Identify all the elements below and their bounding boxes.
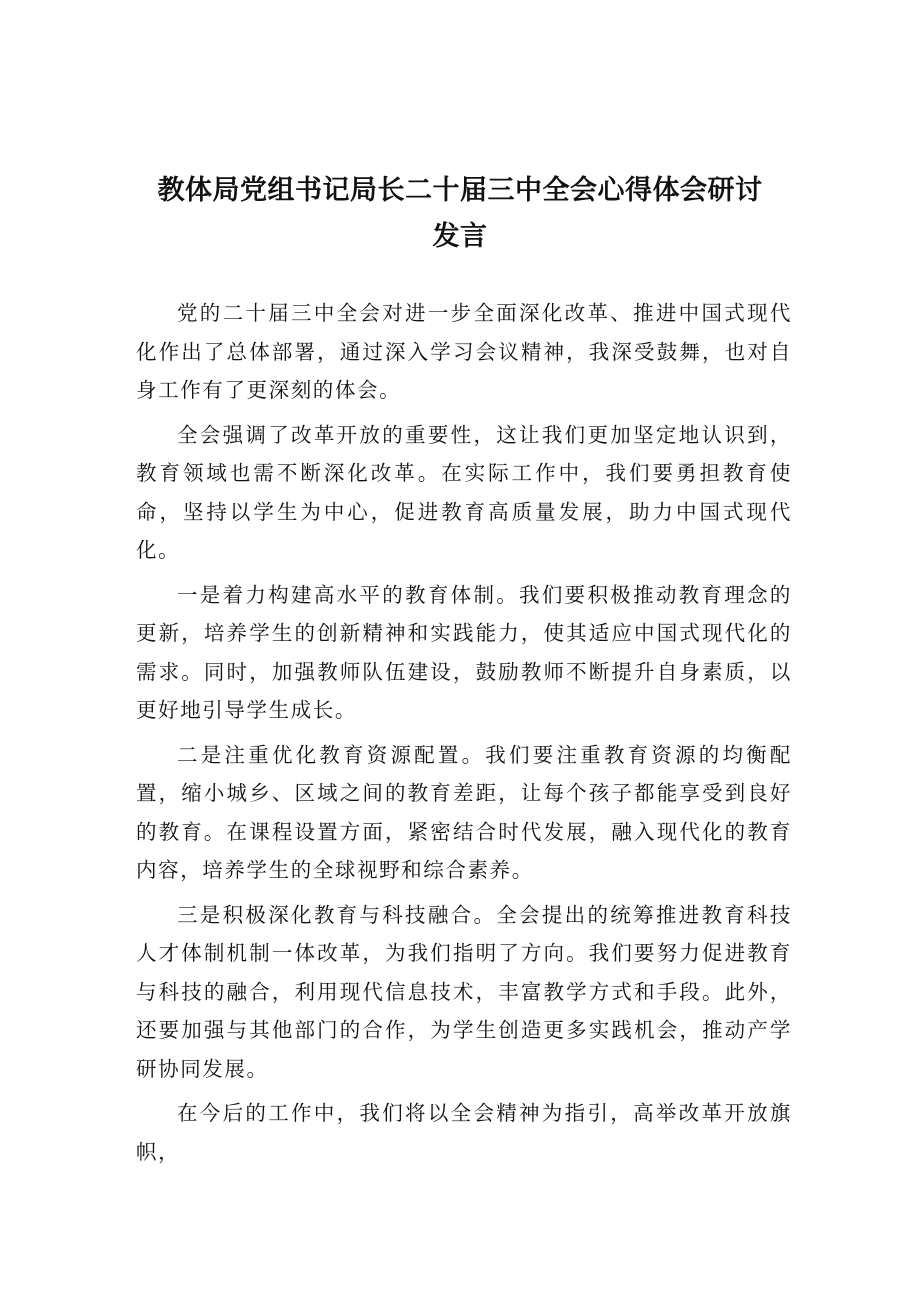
paragraph-point-one: 一是着力构建高水平的教育体制。我们要积极推动教育理念的更新，培养学生的创新精神和实践能力，使其适应中国式现代化的需求。同时，加强教师队伍建设，鼓励教师不断提升自身素质，以更好地引导学生成长。 xyxy=(136,582,792,722)
paragraph-future-work: 在今后的工作中，我们将以全会精神为指引，高举改革开放旗帜， xyxy=(136,1101,792,1164)
paragraph-intro: 党的二十届三中全会对进一步全面深化改革、推进中国式现代化作出了总体部署，通过深入学习会议精神，我深受鼓舞，也对自身工作有了更深刻的体会。 xyxy=(136,301,792,402)
document-body xyxy=(136,294,792,1177)
document-title: 教体局党组书记局长二十届三中全会心得体会研讨发言 xyxy=(157,175,763,252)
paragraph-point-three: 三是积极深化教育与科技融合。全会提出的统筹推进教育科技人才体制机制一体改革，为我们指明了方向。我们要努力促进教育与科技的融合，利用现代信息技术，丰富教学方式和手段。此外，还要加强与其他部门的合作，为学生创造更多实践机会，推动产学研协同发展。 xyxy=(136,902,792,1081)
paragraph-reform: 全会强调了改革开放的重要性，这让我们更加坚定地认识到，教育领域也需不断深化改革。在实际工作中，我们要勇担教育使命，坚持以学生为中心，促进教育高质量发展，助力中国式现代化。 xyxy=(136,422,792,562)
paragraph-point-two: 二是注重优化教育资源配置。我们要注重教育资源的均衡配置，缩小城乡、区域之间的教育差距，让每个孩子都能享受到良好的教育。在课程设置方面，紧密结合时代发展，融入现代化的教育内容，培养学生的全球视野和综合素养。 xyxy=(136,742,792,882)
